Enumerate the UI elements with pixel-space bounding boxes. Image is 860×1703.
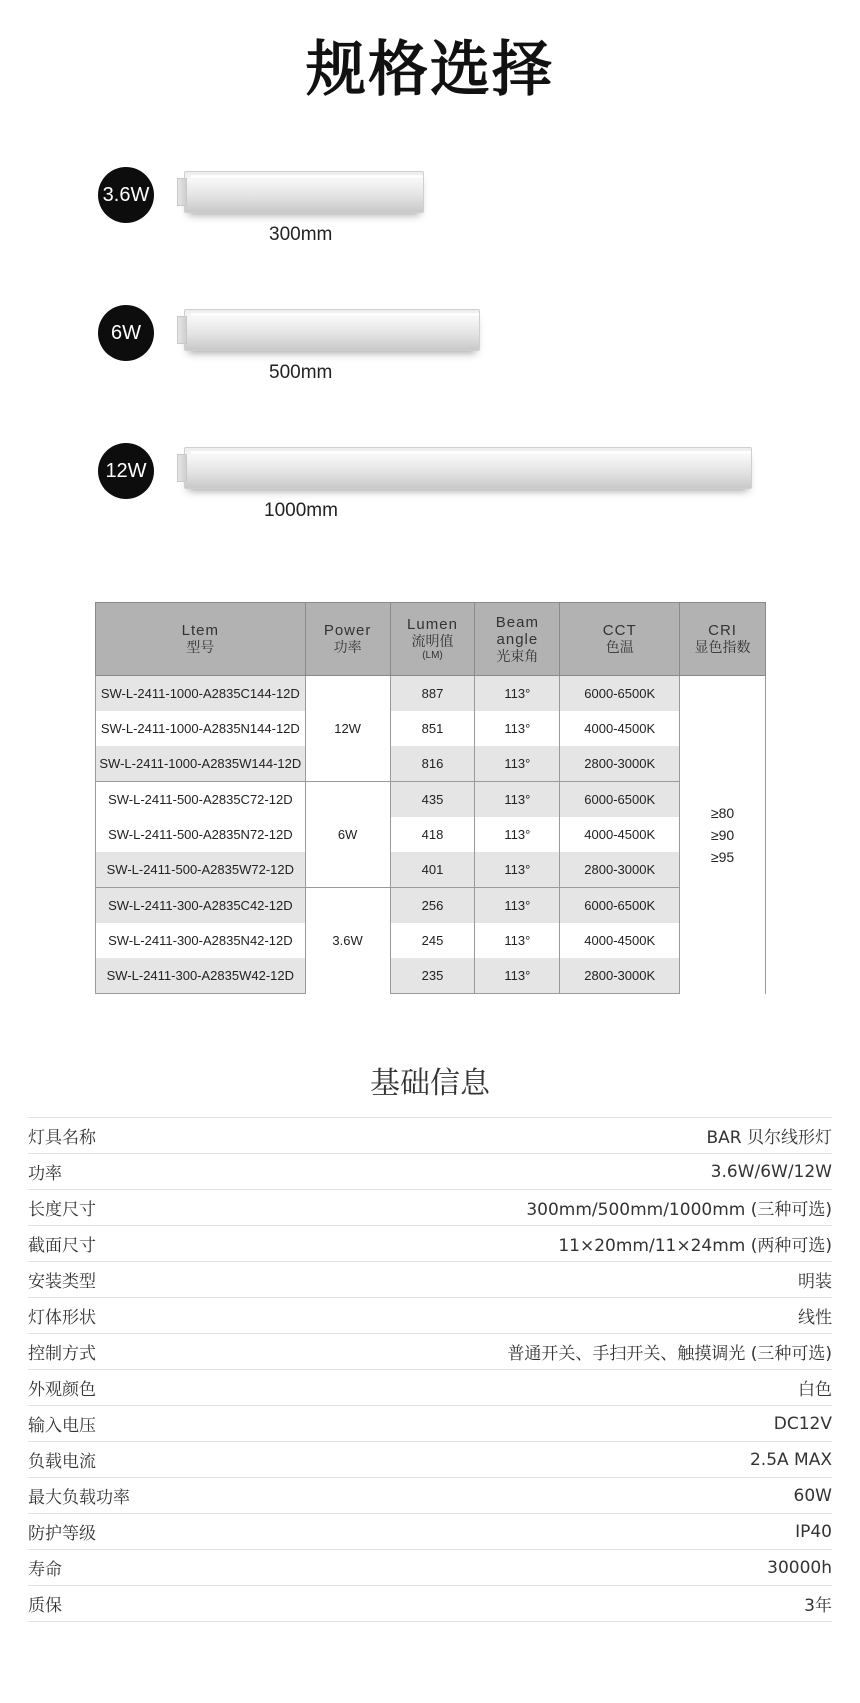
lumen-cell: 887	[390, 676, 475, 712]
info-label: 截面尺寸	[28, 1236, 96, 1256]
cct-cell: 2800-3000K	[560, 958, 680, 994]
info-label: 灯体形状	[28, 1308, 96, 1328]
cct-cell: 4000-4500K	[560, 817, 680, 852]
info-row-ip	[28, 1513, 832, 1549]
info-value: 3年	[804, 1596, 832, 1616]
info-label: 长度尺寸	[28, 1200, 96, 1220]
power-cell: 3.6W	[305, 888, 390, 994]
lumen-cell: 851	[390, 711, 475, 746]
table-row	[96, 958, 766, 994]
info-value: 300mm/500mm/1000mm (三种可选)	[526, 1200, 832, 1220]
header-item: Ltem 型号	[96, 603, 306, 676]
beam-cell: 113°	[475, 923, 560, 958]
info-label: 功率	[28, 1164, 62, 1184]
info-value: 白色	[798, 1380, 832, 1400]
header-beam-angle: Beam angle 光束角	[475, 603, 560, 676]
info-value: 2.5A MAX	[749, 1449, 832, 1470]
info-row-section	[28, 1225, 832, 1261]
info-value: 线性	[798, 1308, 832, 1328]
info-row-warranty	[28, 1585, 832, 1622]
model-cell: SW-L-2411-500-A2835N72-12D	[96, 817, 306, 852]
info-value: 3.6W/6W/12W	[710, 1161, 832, 1182]
info-label: 寿命	[28, 1560, 62, 1580]
beam-cell: 113°	[475, 817, 560, 852]
beam-cell: 113°	[475, 852, 560, 888]
info-row-length	[28, 1189, 832, 1225]
info-row-lifespan	[28, 1549, 832, 1585]
light-bar-image	[184, 309, 480, 351]
model-cell: SW-L-2411-1000-A2835N144-12D	[96, 711, 306, 746]
model-cell: SW-L-2411-500-A2835C72-12D	[96, 782, 306, 818]
info-label: 防护等级	[28, 1524, 96, 1544]
lumen-cell: 235	[390, 958, 475, 994]
cct-cell: 6000-6500K	[560, 782, 680, 818]
power-cell: 12W	[305, 676, 390, 782]
spec-table	[95, 602, 766, 994]
info-row-name	[28, 1117, 832, 1153]
page-title: 规格选择	[306, 35, 554, 105]
table-row	[96, 711, 766, 746]
info-row-power	[28, 1153, 832, 1189]
info-label: 控制方式	[28, 1344, 96, 1364]
power-badge: 3.6W	[98, 167, 154, 223]
length-label: 1000mm	[264, 500, 338, 521]
power-cell: 6W	[305, 782, 390, 888]
info-value: 60W	[793, 1485, 832, 1506]
info-label: 输入电压	[28, 1416, 96, 1436]
table-row	[96, 782, 766, 818]
light-bar-image	[184, 171, 424, 213]
info-value: 明装	[798, 1272, 832, 1292]
info-list	[28, 1117, 832, 1622]
model-cell: SW-L-2411-1000-A2835W144-12D	[96, 746, 306, 782]
model-cell: SW-L-2411-1000-A2835C144-12D	[96, 676, 306, 712]
info-label: 外观颜色	[28, 1380, 96, 1400]
info-value: DC12V	[773, 1413, 832, 1434]
header-power: Power 功率	[305, 603, 390, 676]
beam-cell: 113°	[475, 676, 560, 712]
info-label: 质保	[28, 1596, 62, 1616]
cct-cell: 6000-6500K	[560, 676, 680, 712]
lumen-cell: 401	[390, 852, 475, 888]
header-lumen: Lumen 流明值 (LM)	[390, 603, 475, 676]
spec-option-3.6w	[0, 140, 860, 250]
info-row-current	[28, 1441, 832, 1477]
info-row-color	[28, 1369, 832, 1405]
table-row	[96, 852, 766, 888]
info-value: BAR 贝尔线形灯	[706, 1128, 832, 1148]
light-bar-image	[184, 447, 752, 489]
beam-cell: 113°	[475, 958, 560, 994]
length-label: 300mm	[269, 224, 333, 245]
info-row-control	[28, 1333, 832, 1369]
info-label: 负载电流	[28, 1452, 96, 1472]
lumen-cell: 245	[390, 923, 475, 958]
power-badge: 6W	[98, 305, 154, 361]
info-label: 最大负载功率	[28, 1488, 130, 1508]
table-row	[96, 746, 766, 782]
beam-cell: 113°	[475, 746, 560, 782]
table-header-row	[96, 603, 766, 676]
spec-option-12w	[0, 416, 860, 526]
length-label: 500mm	[269, 362, 333, 383]
cct-cell: 4000-4500K	[560, 923, 680, 958]
beam-cell: 113°	[475, 782, 560, 818]
beam-cell: 113°	[475, 888, 560, 924]
info-value: 普通开关、手扫开关、触摸调光 (三种可选)	[507, 1344, 832, 1364]
table-row	[96, 676, 766, 712]
model-cell: SW-L-2411-300-A2835C42-12D	[96, 888, 306, 924]
lumen-cell: 418	[390, 817, 475, 852]
cri-cell: ≥80 ≥90 ≥95	[680, 676, 766, 994]
cct-cell: 2800-3000K	[560, 852, 680, 888]
table-row	[96, 888, 766, 924]
info-section-title: 基础信息	[370, 1066, 490, 1101]
info-value: IP40	[795, 1521, 832, 1542]
beam-cell: 113°	[475, 711, 560, 746]
table-row	[96, 817, 766, 852]
cct-cell: 4000-4500K	[560, 711, 680, 746]
cct-cell: 2800-3000K	[560, 746, 680, 782]
info-row-voltage	[28, 1405, 832, 1441]
info-value: 30000h	[767, 1557, 832, 1578]
table-row	[96, 923, 766, 958]
lumen-cell: 256	[390, 888, 475, 924]
model-cell: SW-L-2411-300-A2835W42-12D	[96, 958, 306, 994]
info-label: 安装类型	[28, 1272, 96, 1292]
info-row-shape	[28, 1297, 832, 1333]
cct-cell: 6000-6500K	[560, 888, 680, 924]
info-value: 11×20mm/11×24mm (两种可选)	[558, 1236, 832, 1256]
spec-option-6w	[0, 278, 860, 388]
info-row-max-power	[28, 1477, 832, 1513]
header-cri: CRI 显色指数	[680, 603, 766, 676]
model-cell: SW-L-2411-500-A2835W72-12D	[96, 852, 306, 888]
header-cct: CCT 色温	[560, 603, 680, 676]
lumen-cell: 435	[390, 782, 475, 818]
info-label: 灯具名称	[28, 1128, 96, 1148]
lumen-cell: 816	[390, 746, 475, 782]
info-row-install	[28, 1261, 832, 1297]
power-badge: 12W	[98, 443, 154, 499]
model-cell: SW-L-2411-300-A2835N42-12D	[96, 923, 306, 958]
